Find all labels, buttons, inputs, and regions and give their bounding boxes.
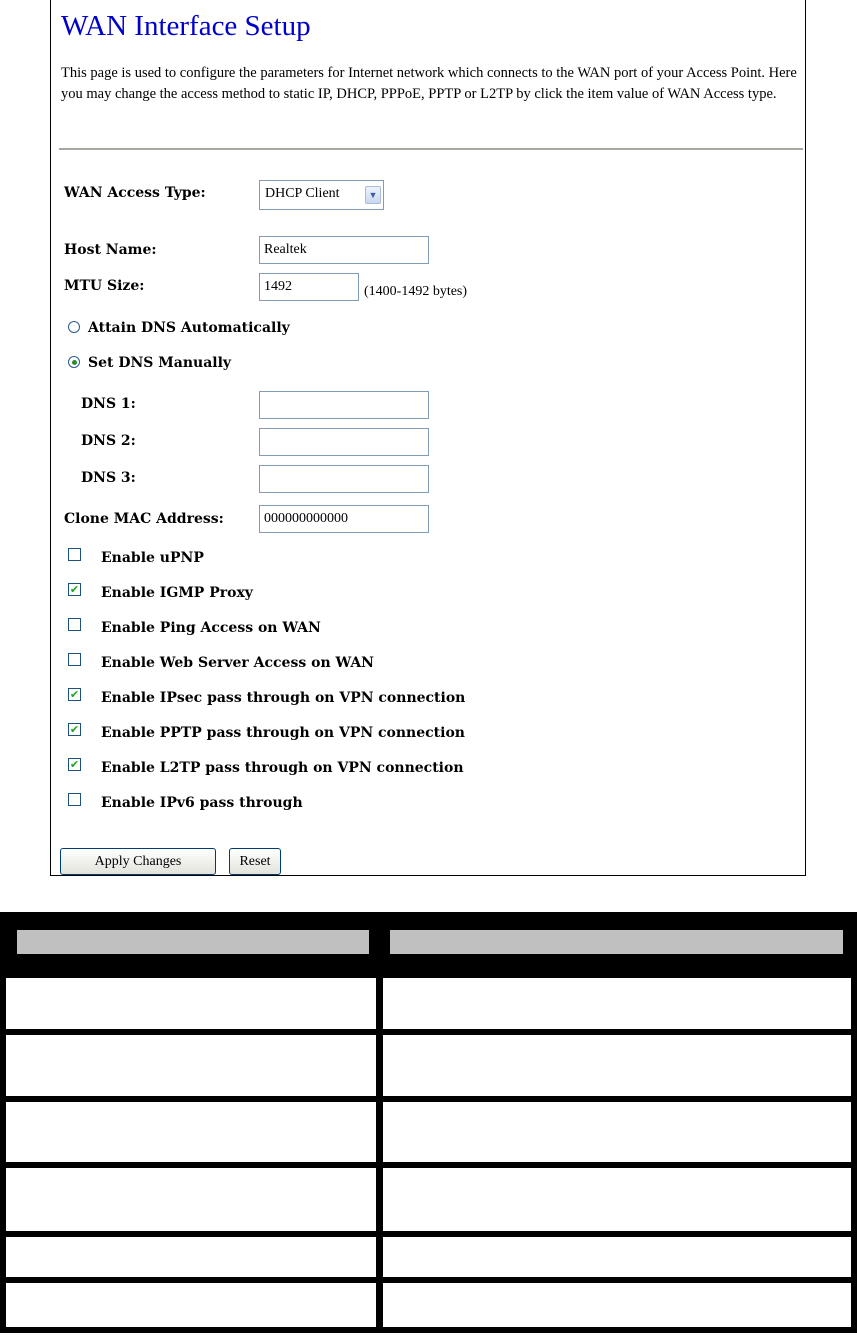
ipsec-passthrough-label: Enable IPsec pass through on VPN connection: [101, 690, 466, 706]
table-cell: [6, 1283, 376, 1327]
mtu-size-input[interactable]: 1492: [259, 273, 359, 301]
mtu-size-hint: (1400-1492 bytes): [364, 284, 468, 299]
divider: [59, 148, 803, 150]
ipsec-passthrough-checkbox[interactable]: [68, 688, 81, 701]
page-description: This page is used to configure the parameters for Internet network which connects to the WAN port of your Access Point. Here you may change the access method to static IP, DHCP, PPPoE, PPTP or L2TP by click the item value of WAN Access type.: [61, 65, 797, 102]
dns-manual-radio[interactable]: [68, 356, 80, 368]
check-icon: ✔: [69, 723, 80, 736]
table-cell: [383, 1035, 851, 1096]
dns2-input[interactable]: [259, 428, 429, 456]
apply-changes-button[interactable]: Apply Changes: [60, 848, 216, 875]
mtu-size-label: MTU Size:: [64, 278, 145, 294]
dns2-label: DNS 2:: [81, 433, 136, 449]
table-cell: [6, 1035, 376, 1096]
table-cell: [383, 1168, 851, 1231]
pptp-passthrough-checkbox[interactable]: [68, 723, 81, 736]
dns3-label: DNS 3:: [81, 470, 136, 486]
dns-manual-label: Set DNS Manually: [88, 355, 232, 371]
table-cell: [6, 1168, 376, 1231]
chevron-down-icon[interactable]: ▼: [365, 186, 381, 204]
clone-mac-input[interactable]: 000000000000: [259, 505, 429, 533]
host-name-label: Host Name:: [64, 242, 157, 258]
upnp-label: Enable uPNP: [101, 550, 204, 566]
description-table: [0, 912, 857, 1333]
table-cell: [383, 1102, 851, 1162]
l2tp-passthrough-label: Enable L2TP pass through on VPN connection: [101, 760, 464, 776]
dns1-input[interactable]: [259, 391, 429, 419]
page-title: WAN Interface Setup: [61, 10, 311, 42]
table-cell: [383, 1283, 851, 1327]
radio-selected-dot: [72, 360, 77, 365]
l2tp-passthrough-checkbox[interactable]: [68, 758, 81, 771]
igmp-proxy-checkbox[interactable]: [68, 583, 81, 596]
table-cell: [6, 1237, 376, 1277]
wan-access-type-value: DHCP Client: [265, 186, 340, 201]
table-cell: [383, 1237, 851, 1277]
web-server-access-checkbox[interactable]: [68, 653, 81, 666]
igmp-proxy-label: Enable IGMP Proxy: [101, 585, 253, 601]
pptp-passthrough-label: Enable PPTP pass through on VPN connection: [101, 725, 465, 741]
ipv6-passthrough-checkbox[interactable]: [68, 793, 81, 806]
check-icon: ✔: [69, 688, 80, 701]
ipv6-passthrough-label: Enable IPv6 pass through: [101, 795, 303, 811]
check-icon: ✔: [69, 583, 80, 596]
web-server-access-label: Enable Web Server Access on WAN: [101, 655, 374, 671]
dns-auto-label: Attain DNS Automatically: [88, 320, 290, 336]
host-name-input[interactable]: Realtek: [259, 236, 429, 264]
clone-mac-label: Clone MAC Address:: [64, 511, 224, 527]
wan-access-type-select[interactable]: [259, 180, 384, 210]
table-cell: [383, 978, 851, 1029]
reset-button[interactable]: Reset: [229, 848, 281, 875]
table-header-cell: [17, 930, 369, 954]
table-cell: [6, 978, 376, 1029]
table-header-cell: [390, 930, 843, 954]
dns3-input[interactable]: [259, 465, 429, 493]
wan-access-type-label: WAN Access Type:: [64, 185, 206, 201]
wan-setup-panel: [50, 0, 806, 876]
table-cell: [6, 1102, 376, 1162]
check-icon: ✔: [69, 758, 80, 771]
ping-access-label: Enable Ping Access on WAN: [101, 620, 321, 636]
upnp-checkbox[interactable]: [68, 548, 81, 561]
dns1-label: DNS 1:: [81, 396, 136, 412]
ping-access-checkbox[interactable]: [68, 618, 81, 631]
dns-auto-radio[interactable]: [68, 321, 80, 333]
